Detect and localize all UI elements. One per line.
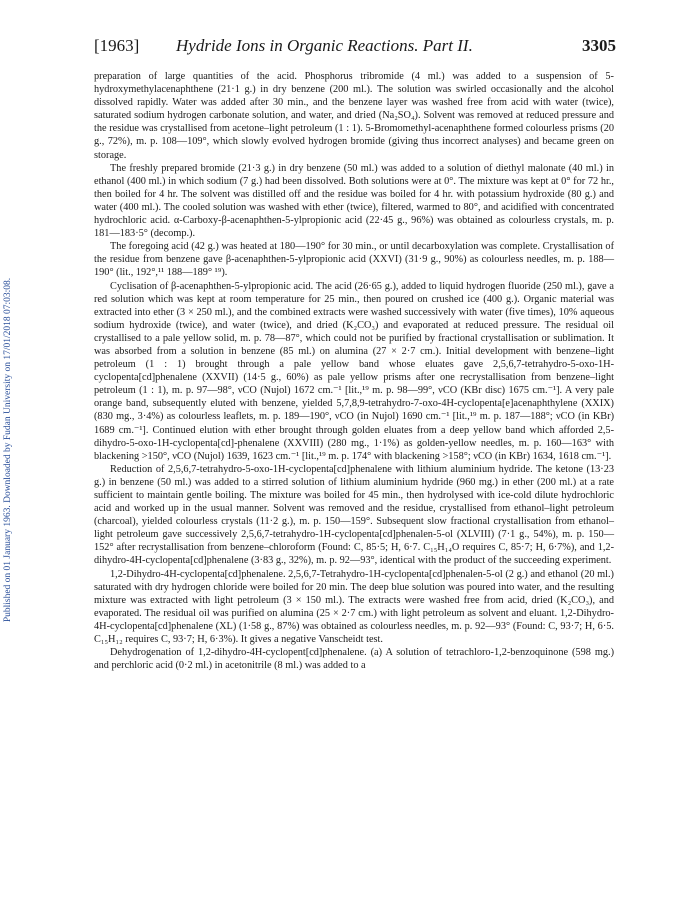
journal-year: [1963] [94,36,140,55]
paragraph: Cyclisation of β-acenaphthen-5-ylpropionic acid. The acid (26·65 g.), added to liquid hydrogen fluoride (250 ml.), gave a red solution which was kept at room temperature for 25 min., then poured on crushed ice (400 g.). Organic material was extracted into ether (3 × 250 ml.), and the combined extracts were washed successively with water (five times), 10% aqueous sodium hydroxide (twice), and water (twice), and dried (K₂CO₃) and evaporated at reduced pressure. The residual oil crystallised to a pale yellow solid, m. p. 78—87°, which could not be purified by fractional crystallisation or sublimation. It was absorbed from a solution in benzene (85 ml.) on alumina (27 × 2·7 cm.). Initial development with benzene–light petroleum (1 : 1) brought through a pale yellow band whose eluates gave 2,5,6,7-tetrahydro-5-oxo-1H-cyclopenta[cd]phenalene (XXVII) (14·5 g., 60%) as pale yellow prisms after one recrystallisation from benzene–light petroleum (1 : 1), m. p. 97—98°, νCO (Nujol) 1672 cm.⁻¹ [lit.,¹⁹ m. p. 98—99°, νCO (KBr disc) 1675 cm.⁻¹]. A very pale orange band, subsequently eluted with benzene, yielded 5,7,8,9-tetrahydro-7-oxo-4H-cyclopenta[e]acenaphthylene (XXIX) (830 mg., 3·4%) as colourless leaflets, m. p. 189—190°, νCO (in Nujol) 1690 cm.⁻¹ [lit.,¹⁹ m. p. 187—188°; νCO (in KBr) 1689 cm.⁻¹]. Continued elution with ether brought through golden eluates from a deep yellow band which afforded 2,5-dihydro-5-oxo-1H-cyclopenta[cd]-phenalene (XXVIII) (280 mg., 1·1%) as golden-yellow needles, m. p. 160—163° with blackening >150°, νCO (Nujol) 1639, 1623 cm.⁻¹ [lit.,¹⁹ m. p. 174° with blackening >158°; νCO (in KBr) 1634, 1618 cm.⁻¹]. [94,280,614,462]
paragraph: The freshly prepared bromide (21·3 g.) in dry benzene (50 ml.) was added to a solution of diethyl malonate (40 ml.) in ethanol (400 ml.) in which sodium (7 g.) had been dissolved. Both solutions were at 0°. The mixture was kept at 0° for 72 hr., then boiled for 4 hr. The solvent was distilled off and the residue was boiled for 4 hr. with potassium hydroxide (80 g.) and water (400 ml.). The cooled solution was washed with ether (twice), filtered, warmed to 80°, and acidified with concentrated hydrochloric acid. α-Carboxy-β-acenaphthen-5-ylpropionic acid (22·45 g., 96%) was obtained as colourless crystals, m. p. 181—183·5° (decomp.). [94,162,614,240]
page-number: 3305 [582,36,616,55]
download-notice-text: Published on 01 January 1963. Downloaded by Fudan University on 17/01/2018 07:03:08. [3,277,13,623]
paragraph: 1,2-Dihydro-4H-cyclopenta[cd]phenalene. 2,5,6,7-Tetrahydro-1H-cyclopenta[cd]phenalen-5-ol (2 g.) and ethanol (20 ml.) saturated with dry hydrogen chloride were boiled for 20 min. The deep blue solution was poured into water, and the resulting mixture was extracted with light petroleum (3 × 150 ml.). The extracts were washed free from acid, dried (K₂CO₃), and evaporated. The residual oil was purified on alumina (25 × 2·7 cm.) with light petroleum as solvent and eluant. 1,2-Dihydro-4H-cyclopenta[cd]phenalene (XL) (1·58 g., 87%) was obtained as colourless needles, m. p. 92—93° (Found: C, 93·7; H, 6·5. C₁₅H₁₂ requires C, 93·7; H, 6·3%). It gives a negative Vanscheidt test. [94,568,614,646]
download-notice-sidebar [2,150,14,750]
paragraph: The foregoing acid (42 g.) was heated at 180—190° for 30 min., or until decarboxylation was complete. Crystallisation of the residue from benzene gave β-acenaphthen-5-ylpropionic acid (XXVI) (31·9 g., 90%) as colourless needles, m. p. 188—190° (lit., 192°,¹¹ 188—189° ¹⁹). [94,241,614,279]
paragraph: Dehydrogenation of 1,2-dihydro-4H-cyclopent[cd]phenalene. (a) A solution of tetrachloro-1,2-benzoquinone (598 mg.) and perchloric acid (0·2 ml.) in acetonitrile (8 ml.) was added to a [94,647,614,672]
article-body [94,70,614,672]
running-title: Hydride Ions in Organic Reactions. Part II. [176,36,473,55]
paragraph: Reduction of 2,5,6,7-tetrahydro-5-oxo-1H-cyclopenta[cd]phenalene with lithium aluminium hydride. The ketone (13·23 g.) in benzene (50 ml.) was added to a stirred solution of lithium aluminium hydride (960 mg.) in ether (200 ml.) at a rate sufficient to maintain gentle boiling. The mixture was boiled for 45 min., then hydrolysed with ice-cold dilute hydrochloric acid and worked up in the usual manner. Solvent was removed and the residue, crystallised from ethanol–light petroleum (charcoal), yielded colourless crystals (11·2 g.), m. p. 150—159°. Subsequent slow fractional crystallisation from ethanol–light petroleum gave successively 2,5,6,7-tetrahydro-1H-cyclopenta[cd]phenalen-5-ol (XLVIII) (7·1 g., 54%), m. p. 150—152° after recrystallisation from benzene–chloroform (Found: C, 85·5; H, 6·7. C₁₅H₁₄O requires C, 85·7; H, 6·7%), and 1,2-dihydro-4H-cyclopenta[cd]phenalene (3·83 g., 32%), m. p. 92—93°, identical with the product of the succeeding experiment. [94,463,614,567]
paragraph: preparation of large quantities of the acid. Phosphorus tribromide (4 ml.) was added to a suspension of 5-hydroxymethylacenaphthene (21·1 g.) in dry benzene (200 ml.). The solution was swirled occasionally and the alcohol dissolved rapidly. Water was added after 30 min., and the benzene layer was washed free from acid with water (twice), saturated sodium hydrogen carbonate solution, and water, and dried (Na₂SO₄). Solvent was removed at reduced pressure and the residue was crystallised from acetone–light petroleum (1 : 1). 5-Bromomethyl-acenaphthene formed colourless prisms (20 g., 72%), m. p. 108—109°, which slowly evolved hydrogen bromide (giving thus incorrect analyses) and became green on storage. [94,71,614,161]
